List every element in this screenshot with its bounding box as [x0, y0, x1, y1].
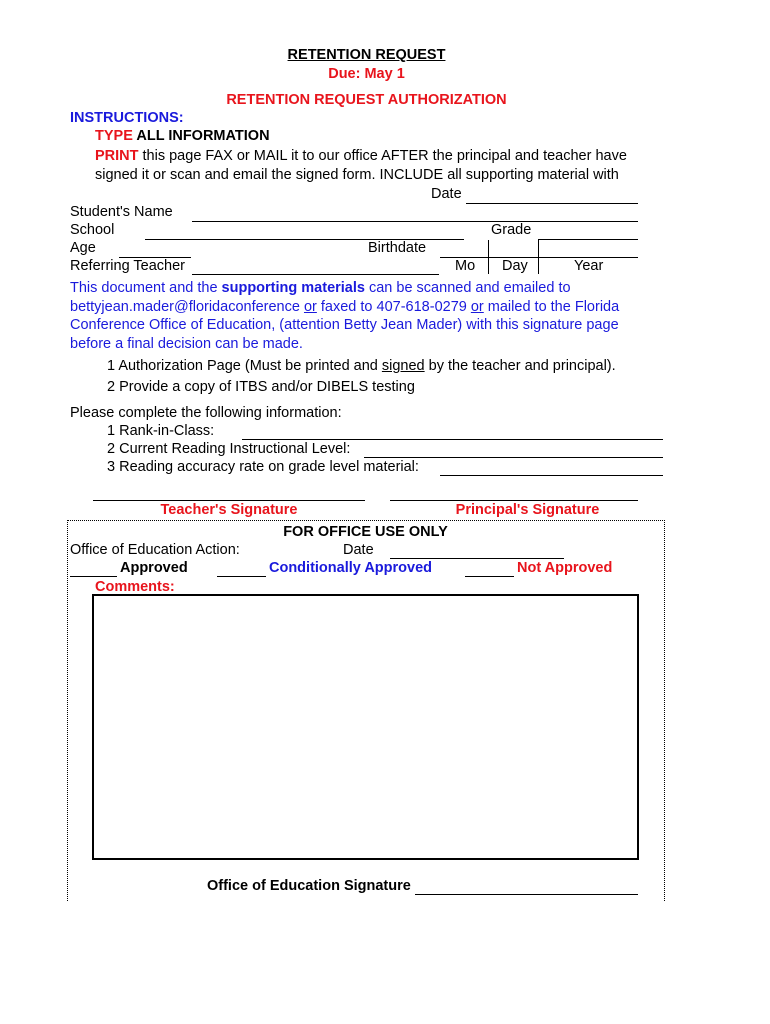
principal-signature-label: Principal's Signature: [455, 502, 600, 518]
student-name-line[interactable]: [192, 221, 638, 222]
question-2-text: Current Reading Instructional Level:: [119, 441, 351, 457]
date-label: Date: [431, 186, 462, 202]
notice-bold: supporting materials: [221, 280, 365, 296]
type-rest: ALL INFORMATION: [132, 128, 270, 144]
teacher-signature-line[interactable]: [93, 500, 365, 501]
notice-part1: This document and the: [70, 280, 222, 296]
office-signature-label: Office of Education Signature: [207, 878, 411, 894]
office-date-line[interactable]: [390, 558, 564, 559]
principal-signature-line[interactable]: [390, 500, 638, 501]
notice-or-2: or: [470, 298, 484, 315]
complete-intro: Please complete the following information:: [70, 405, 342, 421]
notice-mail: mailed to the Florida: [483, 298, 620, 315]
notice-part2: can be scanned and emailed to: [364, 280, 571, 296]
not-approved-option: Not Approved: [517, 560, 613, 576]
question-1-text: Rank-in-Class:: [119, 423, 215, 439]
question-3-text: Reading accuracy rate on grade level material:: [119, 459, 419, 475]
requirement-1: [107, 358, 616, 375]
reading-level-line[interactable]: [364, 457, 663, 458]
referring-teacher-line[interactable]: [192, 274, 439, 275]
office-date-label: Date: [343, 542, 374, 558]
day-label: Day: [502, 258, 528, 274]
notice-line-3: Conference Office of Education, (attention Betty Jean Mader) with this signature page: [70, 317, 619, 333]
requirement-2-number: 2: [107, 379, 116, 395]
notice-line-1: [70, 279, 619, 298]
office-action-label: Office of Education Action:: [70, 542, 240, 558]
not-approved-checkline[interactable]: [465, 576, 514, 577]
requirement-1-post: by the teacher and principal).: [424, 358, 616, 374]
requirement-1-number: 1: [107, 358, 116, 374]
comments-box[interactable]: [92, 594, 639, 860]
birthdate-label: Birthdate: [368, 240, 427, 256]
requirement-1-pre: Authorization Page (Must be printed and: [118, 358, 382, 374]
year-label: Year: [574, 258, 604, 274]
type-word: TYPE: [95, 128, 133, 144]
requirement-2-text: Provide a copy of ITBS and/or DIBELS testing: [119, 379, 415, 395]
age-label: Age: [70, 240, 96, 256]
grade-label: Grade: [491, 222, 532, 238]
question-1: [107, 423, 214, 440]
question-2-number: 2: [107, 441, 116, 457]
notice-paragraph: [70, 279, 619, 353]
print-rest: this page FAX or MAIL it to our office AFTER the principal and teacher have: [138, 148, 627, 164]
requirement-2: [107, 379, 415, 396]
notice-line-2: [70, 298, 619, 317]
question-1-number: 1: [107, 423, 116, 439]
comments-label: Comments:: [95, 579, 175, 595]
notice-line-4: before a final decision can be made.: [70, 335, 303, 352]
form-subtitle: RETENTION REQUEST AUTHORIZATION: [226, 92, 507, 108]
notice-fax: faxed to 407-618-0279: [316, 298, 471, 315]
teacher-signature-label: Teacher's Signature: [160, 502, 298, 518]
instruction-print: [95, 148, 627, 165]
grade-line[interactable]: [538, 239, 638, 240]
instruction-line2: signed it or scan and email the signed form. INCLUDE all supporting material with: [95, 167, 619, 183]
office-signature-line[interactable]: [415, 894, 638, 895]
notice-or-1: or: [303, 298, 317, 315]
student-name-label: Student's Name: [70, 204, 173, 220]
date-line[interactable]: [466, 203, 638, 204]
question-2: [107, 441, 350, 458]
accuracy-rate-line[interactable]: [440, 475, 663, 476]
question-3-number: 3: [107, 459, 116, 475]
question-3: [107, 459, 419, 476]
conditionally-approved-checkline[interactable]: [217, 576, 266, 577]
office-use-heading: FOR OFFICE USE ONLY: [283, 524, 448, 540]
instruction-type: [95, 128, 270, 145]
school-label: School: [70, 222, 115, 238]
approved-option: Approved: [120, 560, 188, 576]
instructions-heading: INSTRUCTIONS:: [70, 110, 184, 126]
referring-teacher-label: Referring Teacher: [70, 258, 185, 274]
due-date: Due: May 1: [328, 66, 405, 82]
mo-label: Mo: [455, 258, 476, 274]
print-word: PRINT: [95, 148, 139, 164]
rank-in-class-line[interactable]: [242, 439, 663, 440]
requirement-1-signed: signed: [381, 358, 425, 374]
approved-checkline[interactable]: [70, 576, 117, 577]
notice-email[interactable]: bettyjean.mader@floridaconference: [70, 298, 300, 315]
conditionally-approved-option: Conditionally Approved: [269, 560, 432, 576]
form-title: RETENTION REQUEST: [287, 47, 446, 63]
